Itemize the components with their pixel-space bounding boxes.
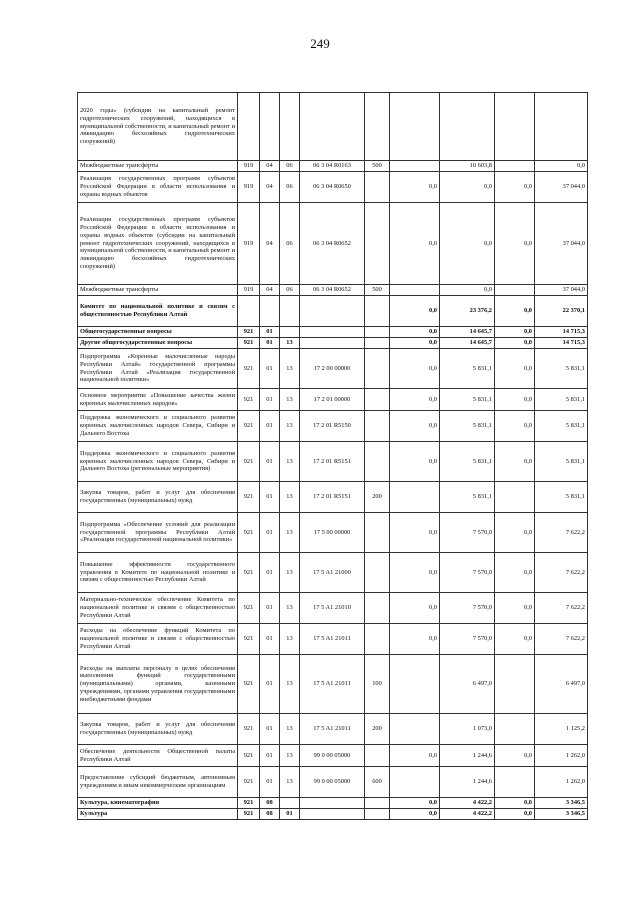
table-row: [78, 203, 588, 285]
cell-grbs: 921: [238, 389, 260, 411]
cell-amount-2: 1 073,0: [440, 714, 495, 745]
cell-amount-2: 7 570,0: [440, 553, 495, 593]
cell-expense-type: 600: [365, 767, 390, 798]
cell-amount-1: 0,0: [390, 296, 440, 327]
cell-target-article: [300, 809, 365, 820]
cell-expense-type: 200: [365, 482, 390, 513]
cell-expense-type: [365, 389, 390, 411]
cell-grbs: 919: [238, 161, 260, 172]
cell-expense-type: [365, 327, 390, 338]
row-name: Реализация государственных программ субъектов Российской Федерации в области использования и охраны водных объектов: [78, 172, 238, 203]
row-name: Основное мероприятие «Повышение качества жизни коренных малочисленных народов»: [78, 389, 238, 411]
cell-grbs: 921: [238, 482, 260, 513]
table-row: [78, 172, 588, 203]
cell-subsection: 13: [280, 767, 300, 798]
cell-target-article: 17 2 01 R5151: [300, 442, 365, 482]
cell-amount-2: 10 603,8: [440, 161, 495, 172]
cell-target-article: 17 5 A1 21011: [300, 624, 365, 655]
cell-target-article: 17 5 A1 21000: [300, 553, 365, 593]
cell-expense-type: [365, 411, 390, 442]
cell-amount-4: 5 831,1: [535, 482, 588, 513]
table-row: [78, 482, 588, 513]
cell-amount-1: [390, 655, 440, 714]
row-name: Комитет по национальной политике и связям с общественностью Республики Алтай: [78, 296, 238, 327]
cell-amount-1: [390, 285, 440, 296]
cell-target-article: 06 3 04 R0163: [300, 161, 365, 172]
cell-amount-2: 7 570,0: [440, 513, 495, 553]
cell-amount-3: 0,0: [495, 203, 535, 285]
cell-amount-4: 0,0: [535, 161, 588, 172]
row-name: Подпрограмма «Обеспечение условий для реализации государственной программы Республики Алтай «Реализация государственной национальной политики»: [78, 513, 238, 553]
row-name: Культура: [78, 809, 238, 820]
cell-section: 01: [260, 411, 280, 442]
table-row: [78, 655, 588, 714]
cell-amount-1: [390, 161, 440, 172]
cell-target-article: [300, 798, 365, 809]
row-name: Повышение эффективности государственного управления в Комитете по национальной политике и связям с общественностью Республики Алтай: [78, 553, 238, 593]
cell-subsection: 13: [280, 482, 300, 513]
cell-amount-1: [390, 482, 440, 513]
cell-amount-3: 0,0: [495, 172, 535, 203]
cell-expense-type: [365, 349, 390, 389]
cell-amount-4: 5 831,1: [535, 349, 588, 389]
cell-target-article: 17 2 01 R5150: [300, 411, 365, 442]
cell-expense-type: [365, 203, 390, 285]
cell-section: [260, 93, 280, 161]
cell-amount-3: 0,0: [495, 349, 535, 389]
cell-subsection: [280, 93, 300, 161]
cell-grbs: 921: [238, 411, 260, 442]
cell-subsection: 06: [280, 203, 300, 285]
cell-subsection: 13: [280, 389, 300, 411]
cell-expense-type: [365, 745, 390, 767]
cell-amount-2: 5 831,1: [440, 442, 495, 482]
cell-amount-1: 0,0: [390, 172, 440, 203]
table-row: [78, 442, 588, 482]
cell-amount-2: 1 244,6: [440, 767, 495, 798]
cell-subsection: [280, 296, 300, 327]
cell-subsection: 13: [280, 349, 300, 389]
cell-amount-3: [495, 93, 535, 161]
cell-amount-4: 7 622,2: [535, 553, 588, 593]
cell-amount-4: 14 715,3: [535, 327, 588, 338]
cell-section: 04: [260, 161, 280, 172]
cell-grbs: 921: [238, 624, 260, 655]
cell-grbs: [238, 296, 260, 327]
table-row: [78, 553, 588, 593]
cell-expense-type: 200: [365, 714, 390, 745]
cell-grbs: 919: [238, 285, 260, 296]
cell-section: 04: [260, 203, 280, 285]
cell-amount-2: 0,0: [440, 285, 495, 296]
cell-section: 01: [260, 338, 280, 349]
cell-amount-3: 0,0: [495, 296, 535, 327]
cell-target-article: 99 0 00 05000: [300, 767, 365, 798]
cell-amount-4: 5 831,1: [535, 411, 588, 442]
cell-amount-1: [390, 767, 440, 798]
cell-amount-1: [390, 93, 440, 161]
cell-section: 01: [260, 745, 280, 767]
cell-amount-3: 0,0: [495, 411, 535, 442]
cell-amount-2: 5 831,1: [440, 389, 495, 411]
row-name: Межбюджетные трансферты: [78, 285, 238, 296]
row-name: Расходы на выплаты персоналу в целях обеспечения выполнения функций государственными (муниципальными) органами, казенными учреждениями, органами управления государственными внебюджетными фондами: [78, 655, 238, 714]
cell-target-article: 17 5 00 00000: [300, 513, 365, 553]
cell-subsection: 06: [280, 161, 300, 172]
cell-amount-3: 0,0: [495, 745, 535, 767]
cell-target-article: 17 5 A1 21011: [300, 714, 365, 745]
row-name: Закупка товаров, работ и услуг для обеспечения государственных (муниципальных) нужд: [78, 714, 238, 745]
cell-subsection: [280, 327, 300, 338]
cell-section: 01: [260, 624, 280, 655]
cell-amount-2: 4 422,2: [440, 798, 495, 809]
cell-amount-3: [495, 767, 535, 798]
cell-amount-1: 0,0: [390, 798, 440, 809]
cell-amount-4: 1 262,0: [535, 767, 588, 798]
cell-expense-type: [365, 624, 390, 655]
cell-subsection: 13: [280, 745, 300, 767]
cell-amount-1: 0,0: [390, 338, 440, 349]
cell-subsection: 13: [280, 553, 300, 593]
cell-section: 08: [260, 809, 280, 820]
cell-amount-2: 0,0: [440, 203, 495, 285]
cell-amount-3: [495, 655, 535, 714]
cell-amount-4: [535, 93, 588, 161]
cell-subsection: 13: [280, 338, 300, 349]
cell-amount-1: 0,0: [390, 203, 440, 285]
cell-amount-2: 7 570,0: [440, 593, 495, 624]
cell-amount-2: 7 570,0: [440, 624, 495, 655]
table-row: [78, 593, 588, 624]
cell-section: 01: [260, 482, 280, 513]
cell-amount-2: [440, 93, 495, 161]
cell-grbs: 921: [238, 655, 260, 714]
cell-section: 08: [260, 798, 280, 809]
cell-amount-1: 0,0: [390, 513, 440, 553]
row-name: Поддержка экономического и социального развития коренных малочисленных народов Севера, Сибири и Дальнего Востока (региональные мероприятия): [78, 442, 238, 482]
cell-grbs: 921: [238, 553, 260, 593]
cell-amount-4: 37 044,0: [535, 203, 588, 285]
table-row: [78, 798, 588, 809]
cell-grbs: 921: [238, 745, 260, 767]
cell-amount-4: 1 125,2: [535, 714, 588, 745]
table-row: [78, 338, 588, 349]
cell-subsection: 13: [280, 593, 300, 624]
cell-expense-type: [365, 442, 390, 482]
cell-section: 01: [260, 714, 280, 745]
row-name: Межбюджетные трансферты: [78, 161, 238, 172]
cell-amount-1: 0,0: [390, 745, 440, 767]
cell-target-article: 99 0 00 05000: [300, 745, 365, 767]
row-name: Закупка товаров, работ и услуг для обеспечения государственных (муниципальных) нужд: [78, 482, 238, 513]
cell-subsection: 13: [280, 714, 300, 745]
cell-amount-2: 5 831,1: [440, 482, 495, 513]
cell-amount-4: 3 346,5: [535, 798, 588, 809]
budget-table: [77, 92, 588, 820]
cell-subsection: 13: [280, 411, 300, 442]
cell-grbs: 921: [238, 327, 260, 338]
cell-grbs: 921: [238, 593, 260, 624]
cell-amount-3: 0,0: [495, 389, 535, 411]
cell-amount-2: 14 645,7: [440, 338, 495, 349]
cell-expense-type: [365, 798, 390, 809]
cell-amount-2: 5 831,1: [440, 349, 495, 389]
cell-section: 01: [260, 553, 280, 593]
page-number: 249: [310, 36, 330, 51]
cell-section: 01: [260, 655, 280, 714]
cell-amount-3: 0,0: [495, 553, 535, 593]
cell-amount-4: 3 346,5: [535, 809, 588, 820]
row-name: Подпрограмма «Коренные малочисленные народы Республики Алтай» государственной программы Республики Алтай «Реализация государственной национальной политики»: [78, 349, 238, 389]
cell-grbs: 921: [238, 798, 260, 809]
cell-section: 01: [260, 389, 280, 411]
cell-amount-1: 0,0: [390, 809, 440, 820]
cell-amount-3: 0,0: [495, 798, 535, 809]
cell-expense-type: [365, 553, 390, 593]
table-row: [78, 809, 588, 820]
table-row: [78, 389, 588, 411]
table-row: [78, 767, 588, 798]
cell-amount-3: 0,0: [495, 442, 535, 482]
table-row: [78, 624, 588, 655]
cell-target-article: 06 3 04 R0652: [300, 285, 365, 296]
cell-amount-4: 37 044,0: [535, 285, 588, 296]
cell-amount-4: 1 262,0: [535, 745, 588, 767]
cell-grbs: 921: [238, 513, 260, 553]
cell-amount-3: 0,0: [495, 327, 535, 338]
table-row: [78, 411, 588, 442]
cell-amount-4: 5 831,1: [535, 389, 588, 411]
row-name: Предоставление субсидий бюджетным, автономным учреждениям и иным некоммерческим организациям: [78, 767, 238, 798]
cell-target-article: [300, 338, 365, 349]
cell-amount-1: 0,0: [390, 553, 440, 593]
row-name: Поддержка экономического и социального развития коренных малочисленных народов Севера, Сибири и Дальнего Востока: [78, 411, 238, 442]
table-row: [78, 714, 588, 745]
cell-grbs: 921: [238, 442, 260, 482]
cell-amount-1: 0,0: [390, 349, 440, 389]
cell-grbs: 921: [238, 767, 260, 798]
cell-amount-2: 4 422,2: [440, 809, 495, 820]
cell-amount-1: [390, 714, 440, 745]
cell-expense-type: [365, 809, 390, 820]
cell-grbs: [238, 93, 260, 161]
cell-amount-4: 7 622,2: [535, 593, 588, 624]
table-row: [78, 745, 588, 767]
row-name: Материально-техническое обеспечение Комитета по национальной политике и связям с общественностью Республики Алтай: [78, 593, 238, 624]
row-name: Общегосударственные вопросы: [78, 327, 238, 338]
cell-target-article: 06 3 04 R0650: [300, 172, 365, 203]
cell-section: 01: [260, 327, 280, 338]
cell-amount-1: 0,0: [390, 593, 440, 624]
cell-subsection: [280, 798, 300, 809]
table-row: [78, 296, 588, 327]
cell-subsection: 13: [280, 442, 300, 482]
cell-section: 04: [260, 285, 280, 296]
cell-amount-1: 0,0: [390, 327, 440, 338]
cell-expense-type: 100: [365, 655, 390, 714]
cell-expense-type: [365, 593, 390, 624]
cell-amount-4: 37 044,0: [535, 172, 588, 203]
cell-amount-4: 14 715,3: [535, 338, 588, 349]
cell-subsection: 06: [280, 172, 300, 203]
cell-amount-2: 6 497,0: [440, 655, 495, 714]
cell-expense-type: 500: [365, 161, 390, 172]
cell-target-article: 17 5 A1 21011: [300, 655, 365, 714]
cell-expense-type: [365, 93, 390, 161]
cell-amount-1: 0,0: [390, 389, 440, 411]
row-name: Другие общегосударственные вопросы: [78, 338, 238, 349]
cell-section: 01: [260, 513, 280, 553]
cell-amount-3: 0,0: [495, 593, 535, 624]
row-name: Реализация государственных программ субъектов Российской Федерации в области использования и охраны водных объектов (субсидии на капитальный ремонт гидротехнических сооружений, находящихся в муниципальной собственности, и капитальный ремонт и ликвидацию бесхозяйных гидротехнических сооружений): [78, 203, 238, 285]
cell-amount-1: 0,0: [390, 442, 440, 482]
cell-grbs: 919: [238, 203, 260, 285]
table-row: [78, 161, 588, 172]
cell-grbs: 921: [238, 714, 260, 745]
cell-expense-type: [365, 172, 390, 203]
cell-amount-4: 22 370,1: [535, 296, 588, 327]
cell-subsection: 13: [280, 513, 300, 553]
cell-target-article: 17 2 01 R5151: [300, 482, 365, 513]
table-row: [78, 93, 588, 161]
cell-amount-1: 0,0: [390, 411, 440, 442]
cell-target-article: 17 2 00 00000: [300, 349, 365, 389]
cell-amount-3: 0,0: [495, 513, 535, 553]
cell-amount-3: 0,0: [495, 338, 535, 349]
row-name: Обеспечение деятельности Общественной палаты Республики Алтай: [78, 745, 238, 767]
cell-target-article: [300, 327, 365, 338]
cell-amount-2: 14 645,7: [440, 327, 495, 338]
cell-amount-1: 0,0: [390, 624, 440, 655]
cell-amount-3: 0,0: [495, 624, 535, 655]
cell-amount-3: [495, 285, 535, 296]
table-row: [78, 327, 588, 338]
cell-section: 01: [260, 349, 280, 389]
cell-amount-2: 5 831,1: [440, 411, 495, 442]
cell-target-article: 17 2 01 00000: [300, 389, 365, 411]
cell-amount-2: 0,0: [440, 172, 495, 203]
cell-target-article: [300, 93, 365, 161]
cell-target-article: 17 5 A1 21010: [300, 593, 365, 624]
cell-expense-type: [365, 296, 390, 327]
row-name: Расходы на обеспечение функций Комитета по национальной политике и связям с общественностью Республики Алтай: [78, 624, 238, 655]
cell-section: [260, 296, 280, 327]
cell-target-article: [300, 296, 365, 327]
cell-section: 01: [260, 593, 280, 624]
cell-amount-3: [495, 161, 535, 172]
cell-subsection: 13: [280, 655, 300, 714]
cell-subsection: 13: [280, 624, 300, 655]
cell-target-article: 06 3 04 R0652: [300, 203, 365, 285]
cell-subsection: 06: [280, 285, 300, 296]
row-name: Культура, кинематография: [78, 798, 238, 809]
cell-expense-type: 500: [365, 285, 390, 296]
cell-amount-4: 6 497,0: [535, 655, 588, 714]
cell-amount-3: [495, 714, 535, 745]
cell-amount-4: 5 831,1: [535, 442, 588, 482]
table-row: [78, 349, 588, 389]
row-name: 2020 годы» (субсидии на капитальный ремонт гидротехнических сооружений, находящихся в муниципальной собственности, и капитальный ремонт и ликвидацию бесхозяйных гидротехнических сооружений): [78, 93, 238, 161]
table-row: [78, 513, 588, 553]
cell-amount-4: 7 622,2: [535, 513, 588, 553]
cell-expense-type: [365, 338, 390, 349]
cell-grbs: 919: [238, 172, 260, 203]
cell-section: 04: [260, 172, 280, 203]
cell-subsection: 01: [280, 809, 300, 820]
cell-grbs: 921: [238, 338, 260, 349]
cell-amount-3: [495, 482, 535, 513]
table-row: [78, 285, 588, 296]
cell-amount-2: 1 244,6: [440, 745, 495, 767]
cell-amount-3: 0,0: [495, 809, 535, 820]
cell-expense-type: [365, 513, 390, 553]
cell-amount-2: 23 376,2: [440, 296, 495, 327]
cell-section: 01: [260, 767, 280, 798]
cell-amount-4: 7 622,2: [535, 624, 588, 655]
cell-grbs: 921: [238, 349, 260, 389]
cell-section: 01: [260, 442, 280, 482]
cell-grbs: 921: [238, 809, 260, 820]
